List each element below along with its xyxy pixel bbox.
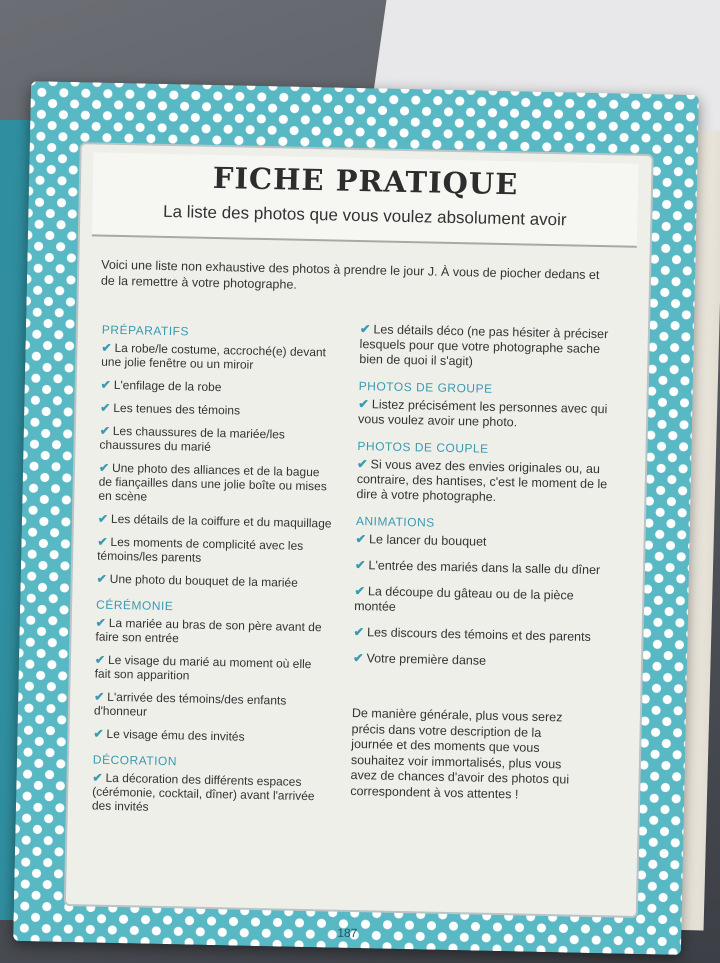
checklist-item bbox=[101, 378, 336, 397]
right-column bbox=[350, 322, 615, 804]
page-number: 187 bbox=[337, 925, 358, 941]
content-panel bbox=[64, 142, 654, 918]
checkmark-icon: ✔ bbox=[97, 534, 108, 549]
checklist-item bbox=[95, 616, 331, 649]
title-box bbox=[92, 152, 639, 247]
checklist-item-text: Le visage du marié au moment où elle fait son apparition bbox=[94, 652, 312, 683]
section-heading: DÉCORATION bbox=[92, 752, 178, 769]
checklist-item-text: Les chaussures de la mariée/les chaussures du marié bbox=[99, 423, 286, 454]
checkmark-icon: ✔ bbox=[94, 652, 106, 667]
checklist-item bbox=[359, 322, 615, 372]
checkmark-icon: ✔ bbox=[354, 557, 366, 573]
checklist-item-text: Le lancer du bouquet bbox=[368, 532, 487, 549]
checkmark-icon: ✔ bbox=[356, 457, 368, 472]
conclusion-paragraph: De manière générale, plus vous serez précis dans votre description de la journée et des moments que vous souhaitez voir immortalisés, plus vous avez de chances d'avoir des photos qui correspondent à vos attentes ! bbox=[350, 705, 570, 801]
checklist-item-text: Les moments de complicité avec les témoins/les parents bbox=[97, 534, 304, 565]
checklist-item-text: Les détails déco (ne pas hésiter à préciser lesquels pour que votre photographe sache bien de quoi il s'agit) bbox=[359, 322, 609, 369]
checklist-item bbox=[92, 771, 328, 818]
checkmark-icon: ✔ bbox=[359, 322, 371, 337]
checklist-item-text: Si vous avez des envies originales ou, au contraire, des hantises, c'est le moment de le dire à votre photographe. bbox=[356, 457, 608, 504]
checklist-item-text: Une photo des alliances et de la bague de fiançailles dans une jolie boîte ou mises en scène bbox=[98, 460, 327, 504]
checklist-item-text: Les tenues des témoins bbox=[113, 400, 241, 418]
checkmark-icon: ✔ bbox=[92, 770, 103, 785]
checklist-item bbox=[353, 651, 608, 671]
section-heading: CÉRÉMONIE bbox=[95, 597, 174, 614]
checklist-item bbox=[355, 558, 610, 578]
checkmark-icon: ✔ bbox=[96, 571, 107, 586]
checklist-item bbox=[358, 397, 614, 432]
checklist-item bbox=[98, 461, 334, 508]
checklist-item bbox=[97, 535, 333, 568]
checkmark-icon: ✔ bbox=[101, 340, 112, 355]
checklist-item bbox=[94, 690, 330, 723]
checkmark-icon: ✔ bbox=[93, 726, 104, 741]
page-subtitle: La liste des photos que vous voulez absolument avoir bbox=[162, 201, 567, 230]
book-page bbox=[13, 81, 699, 955]
checkmark-icon: ✔ bbox=[95, 615, 106, 630]
checklist-item bbox=[355, 532, 610, 552]
checkmark-icon: ✔ bbox=[99, 423, 110, 438]
checkmark-icon: ✔ bbox=[352, 650, 364, 666]
checkmark-icon: ✔ bbox=[355, 531, 367, 547]
checklist-item-text: L'entrée des mariés dans la salle du dîner bbox=[368, 558, 601, 578]
checkmark-icon: ✔ bbox=[100, 377, 111, 392]
checkmark-icon: ✔ bbox=[354, 583, 366, 599]
checklist-item bbox=[356, 457, 612, 507]
checklist-item-text: Une photo du bouquet de la mariée bbox=[109, 571, 298, 590]
checklist-item-text: Listez précisément les personnes avec qui vous voulez avoir une photo. bbox=[357, 397, 608, 430]
checklist-item bbox=[95, 653, 331, 686]
section-heading: PHOTOS DE GROUPE bbox=[358, 379, 493, 396]
checklist-item-text: Votre première danse bbox=[366, 651, 487, 668]
left-column bbox=[92, 323, 337, 827]
checklist-item-text: L'enfilage de la robe bbox=[113, 377, 222, 395]
checkmark-icon: ✔ bbox=[97, 511, 109, 526]
checklist-item-text: L'arrivée des témoins/des enfants d'honneur bbox=[93, 689, 287, 719]
checklist-item-text: Le visage ému des invités bbox=[106, 726, 245, 744]
checklist-item bbox=[354, 584, 610, 619]
checklist-item bbox=[99, 424, 335, 457]
checklist-item-text: La mariée au bras de son père avant de faire son entrée bbox=[95, 615, 322, 646]
checklist-item-text: La découpe du gâteau ou de la pièce montée bbox=[354, 584, 574, 614]
checklist-item bbox=[97, 572, 332, 591]
checklist-item-text: Les discours des témoins et des parents bbox=[366, 625, 591, 644]
checkmark-icon: ✔ bbox=[98, 460, 110, 475]
checklist-item bbox=[98, 512, 333, 531]
checkmark-icon: ✔ bbox=[353, 624, 365, 640]
right-column-sections bbox=[353, 322, 615, 671]
checklist-item-text: La robe/le costume, accroché(e) devant une jolie fenêtre ou un miroir bbox=[101, 340, 327, 372]
checklist-item-text: Les détails de la coiffure et du maquillage bbox=[110, 511, 332, 531]
checklist-item bbox=[100, 401, 335, 420]
checklist-item bbox=[101, 341, 337, 374]
checkmark-icon: ✔ bbox=[94, 689, 105, 704]
section-heading: PRÉPARATIFS bbox=[101, 322, 190, 339]
checklist-item bbox=[93, 727, 328, 746]
section-heading: ANIMATIONS bbox=[355, 514, 435, 530]
checklist-item bbox=[353, 625, 608, 645]
checklist-item-text: La décoration des différents espaces (cérémonie, cocktail, dîner) avant l'arrivée des invités bbox=[91, 770, 315, 814]
intro-paragraph: Voici une liste non exhaustive des photos à prendre le jour J. À vous de piocher dedans et de la remettre à votre photographe. bbox=[100, 257, 600, 292]
section-heading: PHOTOS DE COUPLE bbox=[357, 439, 489, 456]
page-title: FICHE PRATIQUE bbox=[212, 160, 519, 202]
checkmark-icon: ✔ bbox=[100, 400, 111, 415]
checkmark-icon: ✔ bbox=[358, 397, 370, 412]
